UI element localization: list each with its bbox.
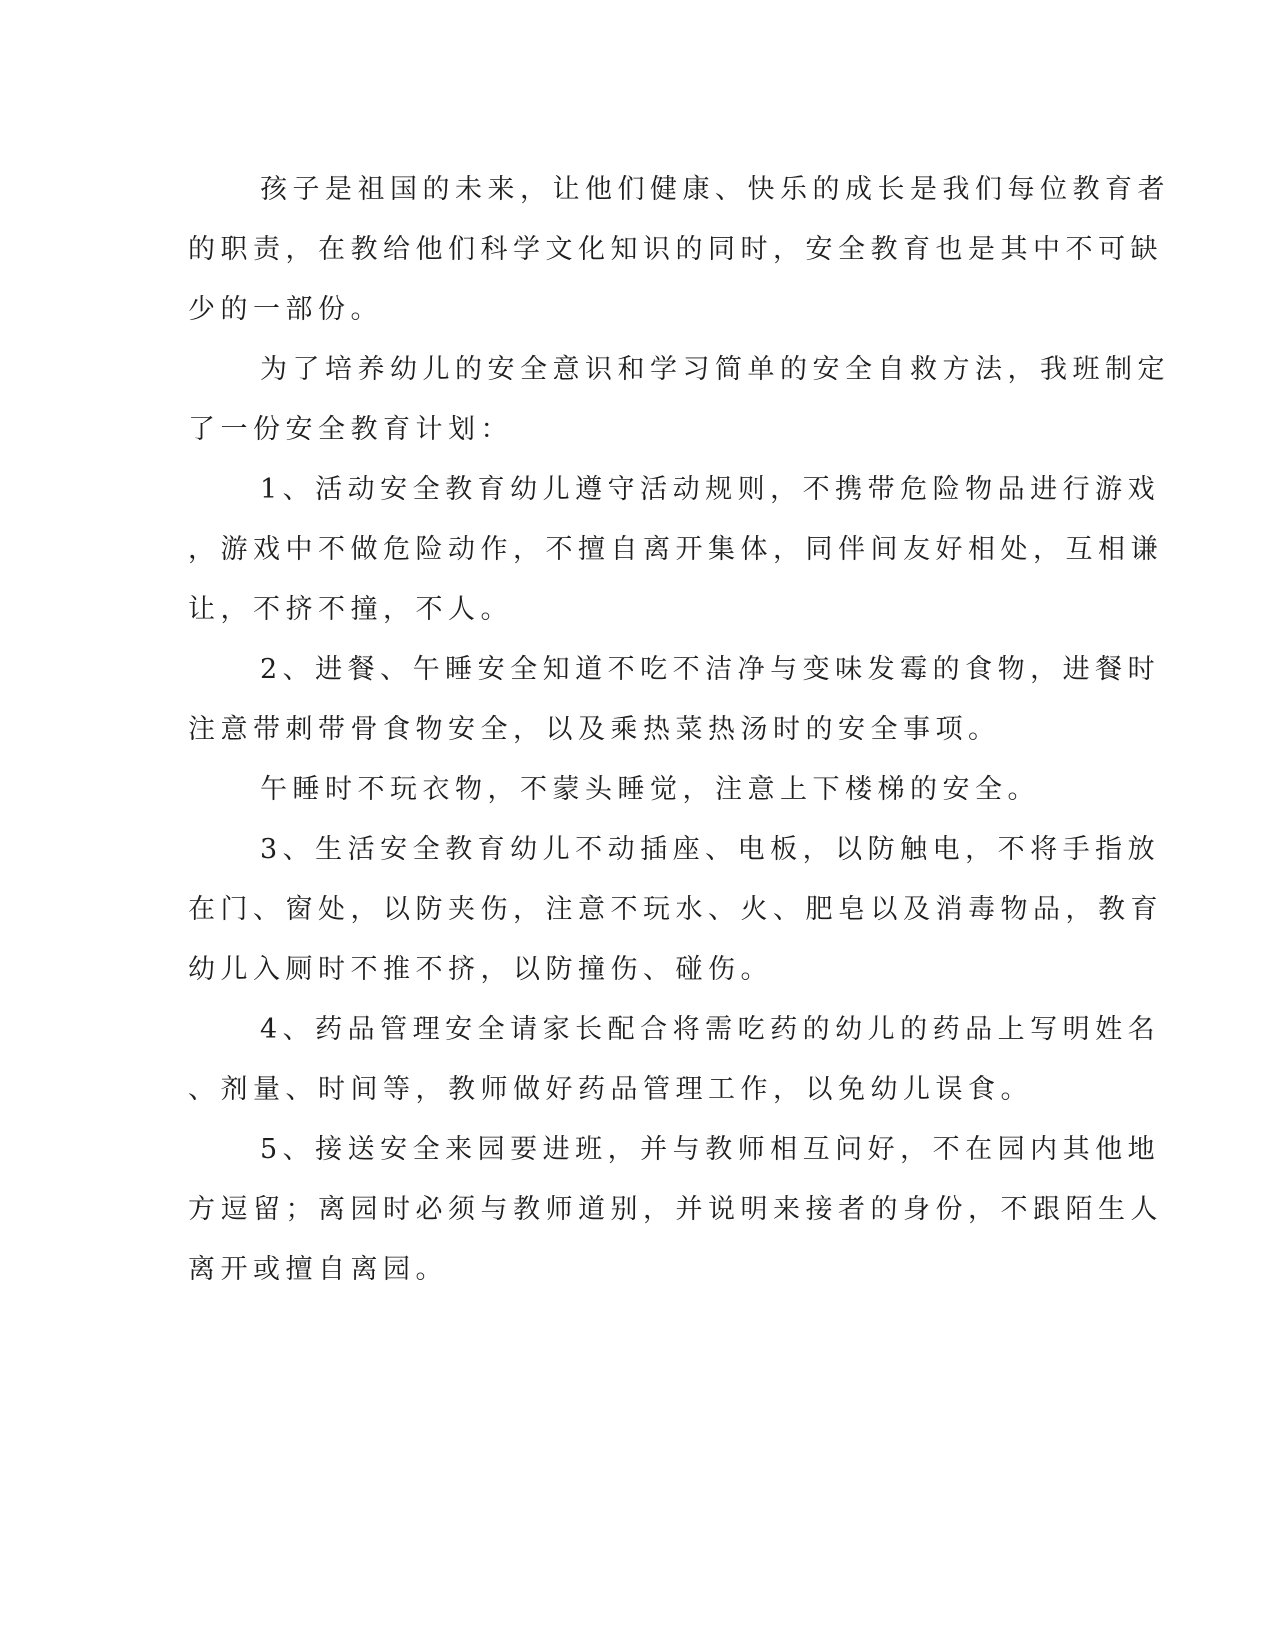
text-line: 午睡时不玩衣物，不蒙头睡觉，注意上下楼梯的安全。	[260, 774, 1040, 805]
text-line: 在门、窗处，以防夹伤，注意不玩水、火、肥皂以及消毒物品，教育	[188, 894, 1163, 925]
text-line: 5、接送安全来园要进班，并与教师相互问好，不在园内其他地	[260, 1134, 1161, 1165]
text-line: 了一份安全教育计划：	[188, 414, 513, 445]
text-line: 的职责，在教给他们科学文化知识的同时，安全教育也是其中不可缺	[188, 234, 1163, 265]
paragraph-item-1	[188, 460, 1163, 640]
paragraph-nap	[188, 760, 1068, 820]
text-line: ，游戏中不做危险动作，不擅自离开集体，同伴间友好相处，互相谦	[188, 534, 1163, 565]
paragraph-item-3	[188, 820, 1163, 1000]
text-line: 注意带刺带骨食物安全，以及乘热菜热汤时的安全事项。	[188, 714, 1001, 745]
paragraph-item-2	[188, 640, 1161, 760]
text-line: 离开或擅自离园。	[188, 1254, 448, 1285]
text-line: 4、药品管理安全请家长配合将需吃药的幼儿的药品上写明姓名	[260, 1014, 1161, 1045]
paragraph-item-5	[188, 1120, 1163, 1300]
text-line: 、剂量、时间等，教师做好药品管理工作，以免幼儿误食。	[188, 1074, 1033, 1105]
text-line: 方逗留；离园时必须与教师道别，并说明来接者的身份，不跟陌生人	[188, 1194, 1163, 1225]
text-line: 1、活动安全教育幼儿遵守活动规则，不携带危险物品进行游戏	[260, 474, 1161, 505]
text-line: 2、进餐、午睡安全知道不吃不洁净与变味发霉的食物，进餐时	[260, 654, 1161, 685]
paragraph-intro	[188, 160, 1170, 340]
text-line: 3、生活安全教育幼儿不动插座、电板，以防触电，不将手指放	[260, 834, 1161, 865]
text-line: 让，不挤不撞，不人。	[188, 594, 513, 625]
paragraph-plan-intro	[188, 340, 1170, 460]
paragraph-item-4	[188, 1000, 1161, 1120]
text-line: 幼儿入厕时不推不挤，以防撞伤、碰伤。	[188, 954, 773, 985]
text-line: 少的一部份。	[188, 294, 383, 325]
text-line: 为了培养幼儿的安全意识和学习简单的安全自救方法，我班制定	[260, 354, 1170, 385]
document-body	[188, 160, 1170, 1300]
text-line: 孩子是祖国的未来，让他们健康、快乐的成长是我们每位教育者	[260, 174, 1170, 205]
